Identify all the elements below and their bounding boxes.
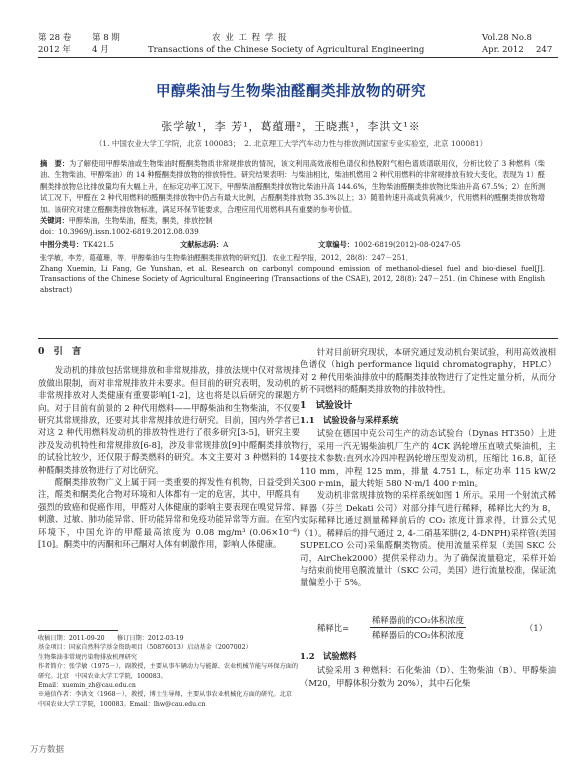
citation-block: [40, 253, 545, 295]
doc-code-field: [180, 240, 228, 250]
footnote-block: [38, 634, 300, 709]
footnote-corresponding: ※通信作者：李洪文（1968－），教授，博士生导师，主要从事农业机械化方面的研究。北京 中国农业大学工学院，100083。Email：lhw@cau.edu.cn: [38, 691, 299, 708]
abstract-text: 为了解使用甲醇柴油或生物柴油时醛酮类物质非常规排放的情况，该文利用高效液相色谱仪和热脱附气相色谱质谱联用仪，分析比较了 3 种燃料（柴油、生物柴油、甲醇柴油）的 14 种醛酮类排放物的排放特性。研究结果表明：与柴油相比，柴油机燃用 2 种代用燃料的非常规排放有较大变化，表现为 1）醛酮类排放物总比排放量均有大幅上升，在标定功率工况下，甲醇柴油醛酮类排放物比柴油升高 144.6%，生物柴油醛酮类排放物比柴油升高 67.5%；2）在所测试工况下，甲醛在 2 种代用燃料的醛酮类排放物中仍占有最大比例，占醛酮类排放物 35.3%以上；3）随着转速升高或负荷减少，代用燃料的醛酮类排放物增加。该研究对建立醛酮类排放物标准，满足环保节能要求，合理应用代用燃料具有重要的参考价值。: [40, 159, 546, 214]
date-label-en: Apr. 2012: [482, 45, 524, 55]
right-paragraph-1: 试验在德国中克公司生产的动态试验台（Dynas HT350）上进行，采用一汽无锡柴油机厂生产的 4CK 涡轮增压直喷式柴油机，主要技术参数:直列水冷四冲程涡轮增压型发动机，压缩比 16.8，缸径 110 mm，冲程 125 mm，排量 4.751 L，标定功率 115 kW/2 300 r·min，最大转矩 580 N·m/1 400 r·min。: [300, 428, 556, 489]
clc-value: TK421.5: [83, 240, 114, 249]
footnote-fund-2: 生物柴油非常规污染物排放机理研究: [38, 653, 137, 661]
formula-denominator: 稀释器后的CO₂体积浓度: [372, 630, 465, 640]
keywords-text: 甲醇柴油，生物柴油，醛类，酮类，排放控制: [68, 216, 213, 226]
footnote-email[interactable]: Email：xuemin_zh@cau.edu.cn: [38, 682, 136, 690]
formula-numerator: 稀释器前的CO₂体积浓度: [370, 614, 466, 628]
formula-number: （1）: [525, 623, 548, 633]
volume-label-en: Vol.28 No.8: [482, 33, 532, 43]
right-column: [300, 346, 556, 589]
article-no-label: 文章编号：: [318, 240, 354, 249]
footnote-received: 收稿日期：2011-09-20 修订日期：2012-03-19: [38, 635, 184, 642]
affiliation: （1. 中国农业大学工学院，北京 100083； 2. 北京理工大学汽车动力性与排放测试国家专业实验室，北京 100081）: [94, 139, 488, 148]
subsection-1-1-heading: 1.1 试验设备与采样系统: [300, 415, 399, 426]
right-paragraph-3: 试验采用 3 种燃料：石化柴油（D）、生物柴油（B）、甲醇柴油（M20，甲醇体积分数为 20%），其中石化柴: [300, 665, 556, 688]
left-column: [38, 346, 300, 551]
doi-text[interactable]: doi：10.3969/j.issn.1002-6819.2012.08.039: [40, 227, 199, 237]
clc-label: 中图分类号：: [40, 240, 84, 249]
month-label: 4 月: [92, 45, 109, 55]
section-intro-heading: 0 引 言: [38, 346, 82, 357]
section-1-heading: 1 试验设计: [300, 399, 353, 411]
paper-title: 甲醇柴油与生物柴油醛酮类排放物的研究: [156, 83, 426, 100]
intro-paragraph-1: 发动机的排放包括常规排放和非常规排放，排放法规中仅对常规排放做出限制，而对非常规排放并未要求。但目前的研究表明，发动机的非常规排放对人类健康有重要影响[1-2]，这也将是以后研究的课题方向。对于目前有前景的 2 种代用燃料——甲醇柴油和生物柴油，不仅要研究其常规排放，还要对其非常规排放进行研究。目前，国内外学者已对这 2 种代用燃料发动机的排放特性进行了很多研究[3-5]，研究主要涉及发动机特性和常规排放[6-8]，涉及非常规排放[9]中醛酮类排放物的试验比较少，还仅限于醇类燃料的研究。本文主要对 3 种燃料的 14 种醛酮类排放物进行了对比研究。: [38, 365, 300, 475]
intro-paragraph-2: 醛酮类排放物广义上属于同一类重要的挥发性有机物，日益受到关注，醛类和酮类化合物对环境和人体都有一定的危害，其中，甲醛具有强烈的致癌和促癌作用，甲醛对人体健康的影响主要表现在嗅觉异常、刺激、过敏、肺功能异常、肝功能异常和免疫功能异常等方面。在室内环境下，中国允许的甲醛最高浓度为 0.08 mg/m³ (0.06×10⁻⁶) [10]。酮类中的丙酮和环己酮对人体有刺激作用，影响人体健康。: [38, 477, 300, 550]
clc-field: [40, 240, 114, 250]
volume-label: 第 28 卷: [38, 33, 72, 43]
header-rule: [38, 57, 558, 58]
year-label: 2012 年: [38, 45, 71, 55]
right-column-lower: [300, 650, 556, 689]
body-rule: [38, 338, 558, 339]
journal-name-cn: 农 业 工 程 学 报: [212, 33, 288, 43]
page-number: 247: [536, 45, 553, 55]
citation-cn: 张学敏，李芳，葛蕴珊，等．甲醇柴油与生物柴油醛酮类排放物的研究[J]．农业工程学报，2012，28(8)：247－251．: [40, 254, 413, 262]
author-list: 张学敏¹，李 芳¹，葛蕴珊²，王晓燕¹，李洪文¹※: [161, 120, 421, 133]
formula-fraction: [370, 614, 466, 641]
right-paragraph-0: 针对目前研究现状，本研究通过发动机台架试验，利用高效液相色谱仪（high performance liquid chromatography，HPLC）对 2 种代用柴油排放中的醛酮类排放物进行了定性定量分析，从而分析不同燃料的醛酮类排放物的排放特性。: [300, 347, 556, 395]
right-paragraph-2: 发动机非常规排放物的采样系统如图 1 所示。采用一个射流式稀释器（芬兰 Dekati 公司）对部分排气进行稀释，稀释比大约为 8，实际稀释比通过测量稀释前后的 CO₂ 浓度计算求得，计算公式见（1）。稀释后的排气通过 2, 4-二硝基苯肼(2, 4-DNPH)采样管(美国 SUPELCO 公司)采集醛酮类物质。使用流量采样泵（美国 SKC 公司，AirChek2000）提供采样动力。为了确保流量稳定，采样开始与结束前使用皂膜流量计（SKC 公司，美国）进行流量校准，保证流量偏差小于 5%。: [300, 490, 556, 588]
watermark-text: 万方数据: [30, 745, 65, 755]
article-no-field: [318, 240, 461, 250]
formula-lhs: 稀释比=: [317, 623, 350, 633]
article-no-value: 1002-6819(2012)-08-0247-05: [353, 240, 461, 249]
abstract-block: [40, 158, 545, 238]
abstract-label: 摘 要：: [40, 159, 70, 168]
keywords-label: 关键词：: [40, 216, 69, 226]
doc-code-value: A: [223, 240, 229, 249]
subsection-1-2-heading: 1.2 试验燃料: [300, 651, 357, 661]
citation-en: Zhang Xuemin, Li Fang, Ge Yunshan, et al. Research on carbonyl compound emission of methanol-diesel fuel and bio-diesel fuel[J]. Transactions of the Chinese Society of Agricultural Engineering (Transactions of the CSAE), 2012, 28(8): 247－251. (in Chinese with English abstract): [40, 264, 545, 294]
doc-code-label: 文献标志码：: [180, 240, 224, 249]
journal-name-en: Transactions of the Chinese Society of Agricultural Engineering: [148, 45, 425, 55]
footnote-fund: 基金项目：国家自然科学基金资助项目（50876013）启动基金（2007002）: [38, 644, 252, 652]
issue-label: 第 8 期: [92, 33, 120, 43]
footnote-author: 作者简介：张学敏（1975－），副教授，主要从事车辆动力与能源、农业机械节能与环保方面的研究。北京 中国农业大学工学院，100083。: [38, 663, 299, 680]
dilution-formula: [305, 614, 555, 644]
footnote-rule: [38, 630, 118, 631]
